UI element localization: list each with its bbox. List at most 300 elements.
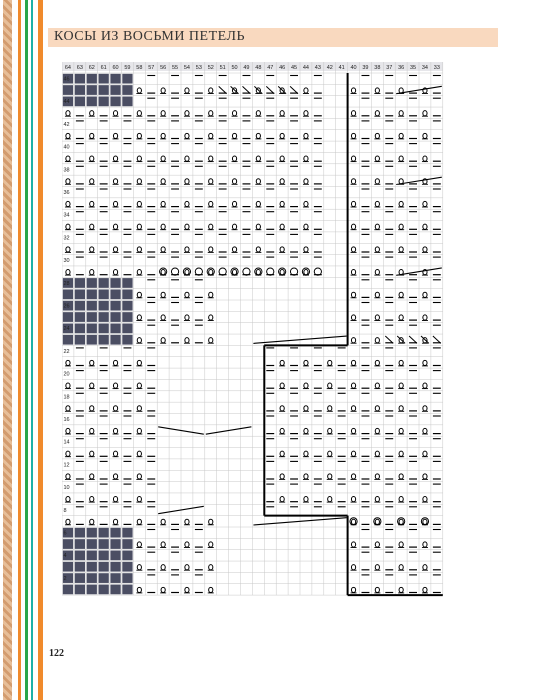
twisted-stitch-symbol: [137, 451, 141, 456]
twisted-stitch-symbol: [351, 542, 355, 547]
twisted-stitch-symbol: [423, 519, 427, 524]
row-number: 2: [63, 575, 67, 582]
twisted-stitch-symbol: [90, 474, 94, 479]
no-stitch-cell: [122, 85, 132, 95]
column-number: 55: [171, 65, 179, 71]
twisted-stitch-symbol: [423, 201, 427, 206]
column-number: 35: [409, 65, 417, 71]
twisted-stitch-symbol: [351, 406, 355, 411]
twisted-stitch-symbol: [399, 383, 403, 388]
twisted-stitch-symbol: [209, 179, 213, 184]
twisted-stitch-symbol: [113, 474, 117, 479]
twisted-stitch-symbol: [232, 156, 236, 161]
twisted-stitch-symbol: [113, 383, 117, 388]
twisted-stitch-symbol: [209, 88, 213, 93]
no-stitch-cell: [87, 278, 97, 288]
no-stitch-cell: [110, 278, 120, 288]
no-stitch-cell: [110, 551, 120, 561]
twisted-stitch-symbol: [137, 542, 141, 547]
twisted-stitch-symbol: [351, 247, 355, 252]
column-number: 34: [421, 65, 429, 71]
twisted-stitch-symbol: [137, 428, 141, 433]
twisted-stitch-symbol: [304, 428, 308, 433]
twisted-stitch-symbol: [351, 519, 355, 524]
twisted-stitch-symbol: [66, 360, 70, 365]
twisted-stitch-symbol: [209, 292, 213, 297]
twisted-stitch-symbol: [113, 156, 117, 161]
column-number: 33: [433, 65, 440, 71]
twisted-stitch-symbol: [280, 474, 284, 479]
no-stitch-cell: [99, 312, 109, 322]
no-stitch-cell: [75, 324, 85, 334]
twisted-stitch-symbol: [66, 270, 70, 275]
twisted-stitch-symbol: [232, 111, 236, 116]
twisted-stitch-symbol: [161, 133, 165, 138]
twisted-stitch-symbol: [113, 133, 117, 138]
twisted-stitch-symbol: [375, 474, 379, 479]
no-stitch-cell: [99, 324, 109, 334]
twisted-stitch-symbol: [351, 338, 355, 343]
twisted-stitch-symbol: [423, 542, 427, 547]
twisted-stitch-symbol: [351, 156, 355, 161]
twisted-stitch-symbol: [90, 156, 94, 161]
twisted-stitch-symbol: [375, 360, 379, 365]
twisted-stitch-symbol: [351, 88, 355, 93]
no-stitch-cell: [110, 539, 120, 549]
twisted-stitch-symbol: [399, 292, 403, 297]
twisted-stitch-symbol: [66, 111, 70, 116]
twisted-stitch-symbol: [423, 451, 427, 456]
twisted-stitch-symbol: [90, 406, 94, 411]
no-stitch-cell: [99, 539, 109, 549]
column-number: 49: [243, 65, 250, 71]
no-stitch-cell: [99, 289, 109, 299]
twisted-stitch-symbol: [280, 201, 284, 206]
no-stitch-cell: [87, 301, 97, 311]
twisted-stitch-symbol: [90, 383, 94, 388]
column-number: 42: [326, 65, 333, 71]
twisted-stitch-symbol: [280, 133, 284, 138]
twisted-stitch-symbol: [375, 88, 379, 93]
no-stitch-cell: [110, 324, 120, 334]
twisted-stitch-symbol: [113, 111, 117, 116]
twisted-stitch-symbol: [304, 497, 308, 502]
row-number: 22: [63, 348, 70, 355]
no-stitch-cell: [122, 324, 132, 334]
twisted-stitch-symbol: [90, 179, 94, 184]
no-stitch-cell: [110, 585, 120, 595]
twisted-stitch-symbol: [137, 111, 141, 116]
column-number: 41: [338, 65, 345, 71]
twisted-stitch-symbol: [423, 133, 427, 138]
row-number: 6: [63, 530, 67, 537]
column-number: 61: [100, 65, 107, 71]
no-stitch-cell: [110, 528, 120, 538]
no-stitch-cell: [63, 289, 73, 299]
twisted-stitch-symbol: [304, 133, 308, 138]
twisted-stitch-symbol: [351, 565, 355, 570]
twisted-stitch-symbol: [137, 587, 141, 592]
twisted-stitch-symbol: [185, 292, 189, 297]
twisted-stitch-symbol: [137, 497, 141, 502]
twisted-stitch-symbol: [375, 542, 379, 547]
row-number: 42: [63, 121, 70, 128]
twisted-stitch-symbol: [209, 133, 213, 138]
twisted-stitch-symbol: [113, 179, 117, 184]
twisted-stitch-symbol: [375, 133, 379, 138]
twisted-stitch-symbol: [399, 224, 403, 229]
twisted-stitch-symbol: [66, 451, 70, 456]
no-stitch-cell: [110, 562, 120, 572]
row-number: 44: [63, 99, 70, 106]
twisted-stitch-symbol: [161, 292, 165, 297]
twisted-stitch-symbol: [399, 315, 403, 320]
column-number: 40: [350, 65, 357, 71]
twisted-stitch-symbol: [304, 406, 308, 411]
column-number: 38: [374, 65, 381, 71]
column-number: 36: [398, 65, 405, 71]
column-number: 43: [314, 65, 321, 71]
twisted-stitch-symbol: [256, 224, 260, 229]
row-number: 12: [63, 462, 70, 469]
twisted-stitch-symbol: [113, 406, 117, 411]
column-number: 54: [183, 65, 191, 71]
twisted-stitch-symbol: [113, 519, 117, 524]
twisted-stitch-symbol: [232, 201, 236, 206]
twisted-stitch-symbol: [280, 247, 284, 252]
twisted-stitch-symbol: [66, 497, 70, 502]
column-number: 47: [267, 65, 274, 71]
twisted-stitch-symbol: [113, 360, 117, 365]
twisted-stitch-symbol: [90, 133, 94, 138]
twisted-stitch-symbol: [304, 247, 308, 252]
row-number: 26: [63, 303, 70, 310]
no-stitch-cell: [75, 585, 85, 595]
twisted-stitch-symbol: [399, 156, 403, 161]
twisted-stitch-symbol: [375, 201, 379, 206]
twisted-stitch-symbol: [280, 383, 284, 388]
yarn-stripe-teal: [31, 0, 33, 700]
twisted-stitch-symbol: [351, 587, 355, 592]
yarn-stripe-orange-2: [38, 0, 43, 700]
twisted-stitch-symbol: [185, 156, 189, 161]
no-stitch-cell: [99, 301, 109, 311]
twisted-stitch-symbol: [351, 497, 355, 502]
twisted-stitch-symbol: [423, 565, 427, 570]
twisted-stitch-symbol: [280, 270, 284, 275]
twisted-stitch-symbol: [351, 360, 355, 365]
no-stitch-cell: [122, 528, 132, 538]
twisted-stitch-symbol: [399, 406, 403, 411]
row-number: 20: [63, 371, 70, 378]
column-number: 37: [386, 65, 393, 71]
twisted-stitch-symbol: [256, 111, 260, 116]
no-stitch-cell: [87, 528, 97, 538]
no-stitch-cell: [99, 97, 109, 107]
no-stitch-cell: [87, 335, 97, 345]
twisted-stitch-symbol: [375, 428, 379, 433]
twisted-stitch-symbol: [161, 224, 165, 229]
twisted-stitch-symbol: [375, 292, 379, 297]
no-stitch-cell: [99, 278, 109, 288]
twisted-stitch-symbol: [137, 383, 141, 388]
no-stitch-cell: [122, 97, 132, 107]
twisted-stitch-symbol: [161, 587, 165, 592]
no-stitch-cell: [122, 278, 132, 288]
twisted-stitch-symbol: [66, 224, 70, 229]
twisted-stitch-symbol: [66, 474, 70, 479]
row-number: 10: [63, 485, 70, 492]
twisted-stitch-symbol: [351, 474, 355, 479]
twisted-stitch-symbol: [399, 201, 403, 206]
twisted-stitch-symbol: [185, 88, 189, 93]
twisted-stitch-symbol: [161, 201, 165, 206]
twisted-stitch-symbol: [399, 247, 403, 252]
twisted-stitch-symbol: [209, 156, 213, 161]
no-stitch-cell: [63, 335, 73, 345]
twisted-stitch-symbol: [209, 201, 213, 206]
twisted-stitch-symbol: [256, 247, 260, 252]
no-stitch-cell: [75, 335, 85, 345]
twisted-stitch-symbol: [399, 519, 403, 524]
no-stitch-cell: [75, 573, 85, 583]
twisted-stitch-symbol: [328, 474, 332, 479]
twisted-stitch-symbol: [280, 224, 284, 229]
no-stitch-cell: [110, 312, 120, 322]
row-number: 24: [63, 326, 70, 333]
twisted-stitch-symbol: [161, 315, 165, 320]
twisted-stitch-symbol: [351, 179, 355, 184]
row-number: 30: [63, 258, 70, 265]
twisted-stitch-symbol: [375, 315, 379, 320]
twisted-stitch-symbol: [304, 224, 308, 229]
twisted-stitch-symbol: [90, 428, 94, 433]
twisted-stitch-symbol: [304, 270, 308, 275]
twisted-stitch-symbol: [66, 383, 70, 388]
twisted-stitch-symbol: [137, 360, 141, 365]
twisted-stitch-symbol: [185, 247, 189, 252]
no-stitch-cell: [122, 289, 132, 299]
twisted-stitch-symbol: [351, 315, 355, 320]
twisted-stitch-symbol: [161, 542, 165, 547]
twisted-stitch-symbol: [137, 406, 141, 411]
no-stitch-cell: [87, 573, 97, 583]
no-stitch-cell: [75, 74, 85, 84]
twisted-stitch-symbol: [423, 156, 427, 161]
twisted-stitch-symbol: [66, 156, 70, 161]
no-stitch-cell: [122, 562, 132, 572]
twisted-stitch-symbol: [351, 383, 355, 388]
twisted-stitch-symbol: [137, 315, 141, 320]
yarn-stripe-green: [25, 0, 28, 700]
twisted-stitch-symbol: [328, 451, 332, 456]
twisted-stitch-symbol: [137, 270, 141, 275]
twisted-stitch-symbol: [399, 360, 403, 365]
column-number: 56: [160, 65, 167, 71]
twisted-stitch-symbol: [209, 519, 213, 524]
no-stitch-cell: [75, 289, 85, 299]
row-number: 40: [63, 144, 70, 151]
twisted-stitch-symbol: [137, 565, 141, 570]
twisted-stitch-symbol: [185, 224, 189, 229]
row-number: 8: [63, 507, 67, 514]
twisted-stitch-symbol: [375, 111, 379, 116]
twisted-stitch-symbol: [328, 406, 332, 411]
twisted-stitch-symbol: [375, 224, 379, 229]
twisted-stitch-symbol: [209, 542, 213, 547]
twisted-stitch-symbol: [280, 156, 284, 161]
twisted-stitch-symbol: [280, 451, 284, 456]
no-stitch-cell: [87, 97, 97, 107]
twisted-stitch-symbol: [66, 519, 70, 524]
twisted-stitch-symbol: [90, 270, 94, 275]
no-stitch-cell: [110, 289, 120, 299]
twisted-stitch-symbol: [423, 111, 427, 116]
twisted-stitch-symbol: [113, 428, 117, 433]
twisted-stitch-symbol: [375, 519, 379, 524]
row-number: 36: [63, 190, 70, 196]
twisted-stitch-symbol: [90, 519, 94, 524]
twisted-stitch-symbol: [232, 133, 236, 138]
twisted-stitch-symbol: [375, 338, 379, 343]
twisted-stitch-symbol: [90, 451, 94, 456]
no-stitch-cell: [75, 301, 85, 311]
no-stitch-cell: [110, 74, 120, 84]
yarn-stripe-rope: [3, 0, 12, 700]
twisted-stitch-symbol: [256, 156, 260, 161]
no-stitch-cell: [87, 289, 97, 299]
twisted-stitch-symbol: [209, 111, 213, 116]
column-number: 58: [136, 65, 143, 71]
twisted-stitch-symbol: [161, 111, 165, 116]
twisted-stitch-symbol: [399, 565, 403, 570]
no-stitch-cell: [122, 551, 132, 561]
twisted-stitch-symbol: [304, 156, 308, 161]
twisted-stitch-symbol: [280, 428, 284, 433]
twisted-stitch-symbol: [209, 587, 213, 592]
no-stitch-cell: [110, 85, 120, 95]
twisted-stitch-symbol: [66, 247, 70, 252]
twisted-stitch-symbol: [66, 201, 70, 206]
twisted-stitch-symbol: [423, 360, 427, 365]
twisted-stitch-symbol: [375, 565, 379, 570]
twisted-stitch-symbol: [304, 201, 308, 206]
twisted-stitch-symbol: [161, 565, 165, 570]
no-stitch-cell: [87, 562, 97, 572]
twisted-stitch-symbol: [113, 451, 117, 456]
knitting-chart: [62, 62, 494, 610]
twisted-stitch-symbol: [304, 383, 308, 388]
no-stitch-cell: [99, 85, 109, 95]
twisted-stitch-symbol: [328, 428, 332, 433]
twisted-stitch-symbol: [399, 474, 403, 479]
twisted-stitch-symbol: [351, 224, 355, 229]
row-number: 18: [63, 394, 70, 401]
twisted-stitch-symbol: [90, 224, 94, 229]
twisted-stitch-symbol: [161, 338, 165, 343]
no-stitch-cell: [75, 97, 85, 107]
twisted-stitch-symbol: [232, 270, 236, 275]
twisted-stitch-symbol: [423, 292, 427, 297]
no-stitch-cell: [110, 335, 120, 345]
twisted-stitch-symbol: [161, 88, 165, 93]
twisted-stitch-symbol: [375, 451, 379, 456]
column-number: 45: [290, 65, 298, 71]
twisted-stitch-symbol: [185, 587, 189, 592]
twisted-stitch-symbol: [185, 315, 189, 320]
twisted-stitch-symbol: [209, 247, 213, 252]
twisted-stitch-symbol: [232, 179, 236, 184]
twisted-stitch-symbol: [351, 201, 355, 206]
no-stitch-cell: [75, 551, 85, 561]
no-stitch-cell: [87, 539, 97, 549]
no-stitch-cell: [63, 312, 73, 322]
column-number: 44: [302, 65, 310, 71]
column-number: 62: [88, 65, 95, 71]
twisted-stitch-symbol: [375, 383, 379, 388]
twisted-stitch-symbol: [256, 133, 260, 138]
twisted-stitch-symbol: [375, 156, 379, 161]
twisted-stitch-symbol: [423, 497, 427, 502]
row-number: 38: [63, 167, 70, 174]
twisted-stitch-symbol: [137, 156, 141, 161]
twisted-stitch-symbol: [137, 224, 141, 229]
twisted-stitch-symbol: [375, 247, 379, 252]
twisted-stitch-symbol: [185, 133, 189, 138]
twisted-stitch-symbol: [399, 497, 403, 502]
twisted-stitch-symbol: [351, 451, 355, 456]
no-stitch-cell: [87, 74, 97, 84]
twisted-stitch-symbol: [304, 88, 308, 93]
twisted-stitch-symbol: [399, 542, 403, 547]
twisted-stitch-symbol: [304, 111, 308, 116]
no-stitch-cell: [99, 585, 109, 595]
twisted-stitch-symbol: [137, 474, 141, 479]
twisted-stitch-symbol: [280, 360, 284, 365]
twisted-stitch-symbol: [209, 315, 213, 320]
twisted-stitch-symbol: [304, 179, 308, 184]
twisted-stitch-symbol: [161, 270, 165, 275]
twisted-stitch-symbol: [161, 519, 165, 524]
twisted-stitch-symbol: [113, 270, 117, 275]
no-stitch-cell: [99, 528, 109, 538]
twisted-stitch-symbol: [209, 270, 213, 275]
column-number: 50: [231, 65, 238, 71]
twisted-stitch-symbol: [232, 224, 236, 229]
column-number: 46: [279, 65, 286, 71]
column-number: 63: [76, 65, 83, 71]
twisted-stitch-symbol: [328, 383, 332, 388]
twisted-stitch-symbol: [209, 224, 213, 229]
twisted-stitch-symbol: [399, 587, 403, 592]
twisted-stitch-symbol: [399, 111, 403, 116]
twisted-stitch-symbol: [185, 519, 189, 524]
no-stitch-cell: [87, 585, 97, 595]
twisted-stitch-symbol: [423, 428, 427, 433]
section-title: КОСЫ ИЗ ВОСЬМИ ПЕТЕЛЬ: [54, 29, 246, 44]
twisted-stitch-symbol: [185, 201, 189, 206]
twisted-stitch-symbol: [185, 111, 189, 116]
no-stitch-cell: [122, 301, 132, 311]
yarn-stripe-orange: [18, 0, 21, 700]
twisted-stitch-symbol: [185, 270, 189, 275]
twisted-stitch-symbol: [304, 451, 308, 456]
twisted-stitch-symbol: [209, 565, 213, 570]
no-stitch-cell: [63, 562, 73, 572]
twisted-stitch-symbol: [328, 497, 332, 502]
twisted-stitch-symbol: [256, 179, 260, 184]
twisted-stitch-symbol: [113, 201, 117, 206]
